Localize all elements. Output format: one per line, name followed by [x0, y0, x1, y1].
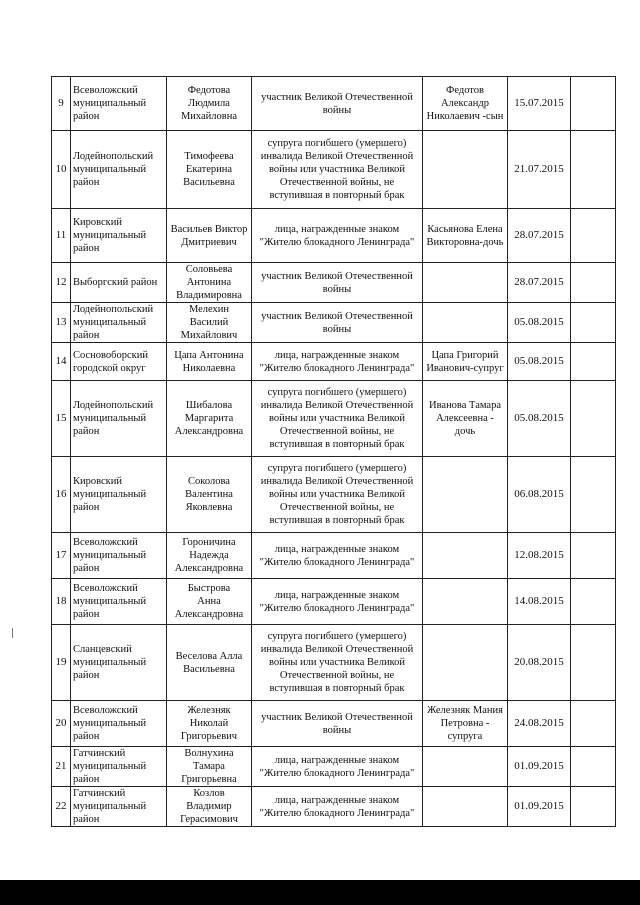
row-number-text: 21 [55, 760, 67, 772]
district-cell-text: Выборгский район [73, 277, 158, 288]
date-cell-text: 01.09.2015 [514, 800, 564, 812]
row-number [52, 579, 71, 625]
registry-body [52, 77, 616, 827]
category-cell [252, 381, 423, 457]
row-number-text: 13 [55, 316, 67, 328]
empty-cell [571, 131, 616, 209]
date-cell-text: 14.08.2015 [514, 595, 564, 607]
scan-border [0, 880, 640, 905]
date-cell-text: 01.09.2015 [514, 760, 564, 772]
relative-cell [423, 579, 508, 625]
category-cell-text: лица, награжденные знаком "Жителю блокадного Ленинграда" [259, 349, 415, 374]
relative-cell-text: Касьянова Елена Викторовна-дочь [426, 223, 504, 248]
empty-cell [571, 533, 616, 579]
date-cell [508, 533, 571, 579]
relative-cell [423, 787, 508, 827]
empty-cell [571, 303, 616, 343]
row-number [52, 533, 71, 579]
table-row [52, 747, 616, 787]
relative-cell [423, 701, 508, 747]
date-cell-text: 06.08.2015 [514, 488, 564, 500]
person-name-cell [167, 263, 252, 303]
district-cell-text: Кировский муниципальный район [73, 217, 147, 254]
category-cell-text: супруга погибшего (умершего) инвалида Великой Отечественной войны или участника Великой Отечественной войны, не вступившая в повторный брак [260, 631, 414, 694]
district-cell [71, 701, 167, 747]
relative-cell-text: Железняк Мания Петровна - супруга [427, 705, 503, 742]
row-number [52, 457, 71, 533]
date-cell [508, 77, 571, 131]
date-cell [508, 209, 571, 263]
person-name-cell [167, 381, 252, 457]
empty-cell [571, 701, 616, 747]
district-cell [71, 533, 167, 579]
row-number-text: 12 [55, 276, 67, 288]
category-cell [252, 303, 423, 343]
table-row [52, 625, 616, 701]
empty-cell [571, 787, 616, 827]
row-number [52, 77, 71, 131]
relative-cell [423, 457, 508, 533]
person-name-cell-text: Цапа Антонина Николаевна [174, 349, 244, 374]
person-name-cell-text: Соловьева Антонина Владимировна [176, 264, 242, 301]
row-number [52, 787, 71, 827]
category-cell [252, 209, 423, 263]
person-name-cell-text: Васильев Виктор Дмитриевич [170, 223, 248, 248]
district-cell [71, 77, 167, 131]
district-cell-text: Кировский муниципальный район [73, 476, 147, 513]
row-number [52, 747, 71, 787]
row-number [52, 131, 71, 209]
category-cell [252, 77, 423, 131]
row-number [52, 343, 71, 381]
district-cell [71, 209, 167, 263]
table-row [52, 77, 616, 131]
relative-cell-text: Федотов Александр Николаевич -сын [426, 85, 504, 122]
category-cell-text: участник Великой Отечественной войны [261, 91, 413, 116]
district-cell-text: Лодейнопольский муниципальный район [73, 151, 154, 188]
category-cell [252, 131, 423, 209]
category-cell-text: лица, награжденные знаком "Жителю блокадного Ленинграда" [259, 589, 415, 614]
person-name-cell-text: Гороничина Надежда Александровна [174, 537, 244, 574]
person-name-cell [167, 787, 252, 827]
row-number-text: 15 [55, 412, 67, 424]
scan-mark [12, 628, 13, 638]
category-cell-text: участник Великой Отечественной войны [261, 711, 413, 736]
date-cell-text: 05.08.2015 [514, 355, 564, 367]
date-cell-text: 28.07.2015 [514, 229, 564, 241]
category-cell-text: супруга погибшего (умершего) инвалида Великой Отечественной войны или участника Великой Отечественной войны, не вступившая в повторный брак [260, 387, 414, 450]
person-name-cell [167, 343, 252, 381]
district-cell [71, 579, 167, 625]
district-cell [71, 263, 167, 303]
district-cell [71, 625, 167, 701]
person-name-cell [167, 701, 252, 747]
date-cell-text: 15.07.2015 [514, 97, 564, 109]
category-cell [252, 457, 423, 533]
empty-cell [571, 209, 616, 263]
person-name-cell [167, 533, 252, 579]
table-row [52, 343, 616, 381]
person-name-cell-text: Козлов Владимир Герасимович [180, 788, 238, 825]
table-row [52, 533, 616, 579]
date-cell [508, 303, 571, 343]
district-cell-text: Всеволожский муниципальный район [73, 537, 147, 574]
row-number-text: 16 [55, 488, 67, 500]
relative-cell [423, 303, 508, 343]
category-cell [252, 263, 423, 303]
row-number [52, 701, 71, 747]
person-name-cell-text: Мелехин Василий Михайлович [180, 304, 238, 341]
relative-cell [423, 533, 508, 579]
empty-cell [571, 77, 616, 131]
person-name-cell [167, 625, 252, 701]
date-cell [508, 381, 571, 457]
empty-cell [571, 263, 616, 303]
relative-cell [423, 209, 508, 263]
row-number [52, 209, 71, 263]
date-cell [508, 263, 571, 303]
relative-cell [423, 343, 508, 381]
person-name-cell-text: Быстрова Анна Александровна [174, 583, 244, 620]
row-number [52, 625, 71, 701]
category-cell-text: супруга погибшего (умершего) инвалида Великой Отечественной войны или участника Великой Отечественной войны, не вступившая в повторный брак [260, 463, 414, 526]
person-name-cell [167, 303, 252, 343]
table-row [52, 381, 616, 457]
table-row [52, 457, 616, 533]
registry-table [51, 76, 616, 827]
row-number [52, 263, 71, 303]
person-name-cell [167, 209, 252, 263]
table-row [52, 131, 616, 209]
empty-cell [571, 457, 616, 533]
category-cell-text: супруга погибшего (умершего) инвалида Великой Отечественной войны или участника Великой Отечественной войны, не вступившая в повторный брак [260, 138, 414, 201]
row-number [52, 303, 71, 343]
relative-cell-text: Цапа Григорий Иванович-супруг [426, 349, 504, 374]
category-cell-text: лица, награжденные знаком "Жителю блокадного Ленинграда" [259, 794, 415, 819]
empty-cell [571, 381, 616, 457]
district-cell [71, 747, 167, 787]
category-cell [252, 579, 423, 625]
date-cell-text: 20.08.2015 [514, 656, 564, 668]
person-name-cell [167, 457, 252, 533]
category-cell [252, 533, 423, 579]
relative-cell-text: Иванова Тамара Алексеевна - дочь [429, 400, 501, 437]
category-cell-text: участник Великой Отечественной войны [261, 270, 413, 295]
person-name-cell [167, 579, 252, 625]
empty-cell [571, 625, 616, 701]
person-name-cell-text: Соколова Валентина Яковлевна [185, 476, 233, 513]
date-cell [508, 457, 571, 533]
district-cell-text: Сосновоборский городской округ [73, 349, 149, 374]
empty-cell [571, 343, 616, 381]
relative-cell [423, 131, 508, 209]
person-name-cell-text: Шибалова Маргарита Александровна [174, 400, 244, 437]
district-cell-text: Сланцевский муниципальный район [73, 644, 147, 681]
district-cell-text: Всеволожский муниципальный район [73, 583, 147, 620]
relative-cell [423, 747, 508, 787]
district-cell [71, 131, 167, 209]
empty-cell [571, 747, 616, 787]
category-cell [252, 701, 423, 747]
date-cell-text: 28.07.2015 [514, 276, 564, 288]
person-name-cell [167, 747, 252, 787]
district-cell [71, 787, 167, 827]
table-row [52, 787, 616, 827]
date-cell-text: 24.08.2015 [514, 717, 564, 729]
category-cell [252, 625, 423, 701]
district-cell-text: Всеволожский муниципальный район [73, 705, 147, 742]
person-name-cell [167, 77, 252, 131]
row-number-text: 11 [55, 229, 67, 241]
row-number-text: 20 [55, 717, 67, 729]
person-name-cell-text: Федотова Людмила Михайловна [180, 85, 238, 122]
district-cell [71, 457, 167, 533]
category-cell-text: участник Великой Отечественной войны [261, 310, 413, 335]
category-cell [252, 343, 423, 381]
date-cell [508, 625, 571, 701]
row-number-text: 9 [58, 97, 64, 109]
empty-cell [571, 579, 616, 625]
person-name-cell-text: Тимофеева Екатерина Васильевна [183, 151, 235, 188]
table-row [52, 579, 616, 625]
district-cell-text: Гатчинский муниципальный район [73, 748, 147, 785]
date-cell-text: 12.08.2015 [514, 549, 564, 561]
district-cell [71, 343, 167, 381]
person-name-cell-text: Волнухина Тамара Григорьевна [181, 748, 237, 785]
table-row [52, 303, 616, 343]
row-number-text: 22 [55, 800, 67, 812]
category-cell [252, 747, 423, 787]
category-cell-text: лица, награжденные знаком "Жителю блокадного Ленинграда" [259, 754, 415, 779]
date-cell [508, 343, 571, 381]
date-cell [508, 579, 571, 625]
date-cell [508, 747, 571, 787]
date-cell-text: 21.07.2015 [514, 163, 564, 175]
district-cell [71, 303, 167, 343]
date-cell [508, 701, 571, 747]
row-number-text: 17 [55, 549, 67, 561]
category-cell [252, 787, 423, 827]
district-cell [71, 381, 167, 457]
row-number [52, 381, 71, 457]
date-cell-text: 05.08.2015 [514, 412, 564, 424]
row-number-text: 19 [55, 656, 67, 668]
person-name-cell-text: Железняк Николай Григорьевич [180, 705, 238, 742]
date-cell [508, 787, 571, 827]
district-cell-text: Лодейнопольский муниципальный район [73, 304, 154, 341]
table-row [52, 263, 616, 303]
row-number-text: 10 [55, 163, 67, 175]
date-cell-text: 05.08.2015 [514, 316, 564, 328]
relative-cell [423, 263, 508, 303]
date-cell [508, 131, 571, 209]
person-name-cell-text: Веселова Алла Васильевна [175, 650, 243, 675]
category-cell-text: лица, награжденные знаком "Жителю блокадного Ленинграда" [259, 223, 415, 248]
relative-cell [423, 381, 508, 457]
district-cell-text: Гатчинский муниципальный район [73, 788, 147, 825]
table-row [52, 701, 616, 747]
person-name-cell [167, 131, 252, 209]
table-row [52, 209, 616, 263]
category-cell-text: лица, награжденные знаком "Жителю блокадного Ленинграда" [259, 543, 415, 568]
relative-cell [423, 625, 508, 701]
row-number-text: 18 [55, 595, 67, 607]
district-cell-text: Лодейнопольский муниципальный район [73, 400, 154, 437]
row-number-text: 14 [55, 355, 67, 367]
relative-cell [423, 77, 508, 131]
district-cell-text: Всеволожский муниципальный район [73, 85, 147, 122]
